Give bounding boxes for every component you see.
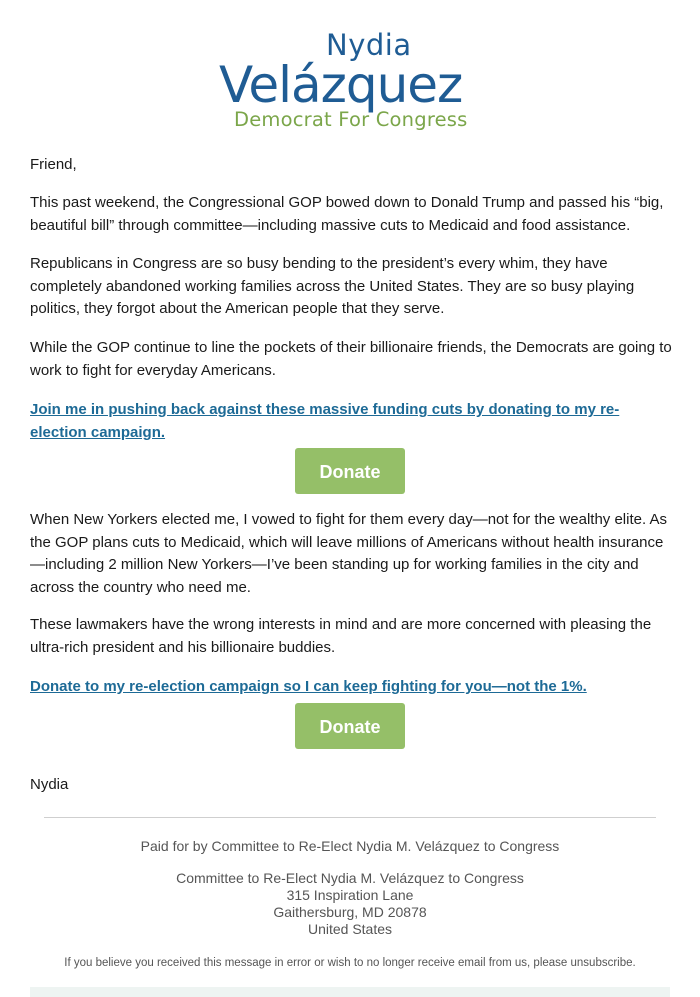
mailing-address: [0, 870, 700, 938]
address-country: United States: [307, 921, 393, 937]
donate-button-1[interactable]: Donate: [295, 448, 405, 494]
donate-link-1[interactable]: Join me in pushing back against these massive funding cuts by donating to my re-election campaign.: [30, 401, 620, 441]
logo-first-name: Nydia: [326, 28, 412, 62]
paragraph-3: While the GOP continue to line the pockets of their billionaire friends, the Democrats are going to work to fight for everyday Americans.: [30, 339, 672, 379]
greeting: Friend,: [30, 156, 77, 173]
unsubscribe-notice[interactable]: If you believe you received this message in error or wish to no longer receive email from us, please unsubscribe.: [64, 957, 636, 969]
logo-last-name: Velázquez: [219, 56, 463, 114]
paragraph-5: These lawmakers have the wrong interests in mind and are more concerned with pleasing the ultra-rich president and his billionaire buddies.: [30, 616, 652, 656]
paid-for-notice: Paid for by Committee to Re-Elect Nydia M. Velázquez to Congress: [140, 838, 560, 854]
address-city: Gaithersburg, MD 20878: [273, 904, 427, 920]
signature: Nydia: [30, 776, 69, 793]
donate-button-2[interactable]: Donate: [295, 703, 405, 749]
address-committee: Committee to Re-Elect Nydia M. Velázquez to Congress: [176, 870, 524, 886]
footer-divider: [44, 817, 656, 818]
logo-tagline: Democrat For Congress: [234, 108, 468, 131]
paragraph-2: Republicans in Congress are so busy bending to the president’s every whim, they have completely abandoned working families across the United States. They are so busy playing politics, they forgot about the American people that they serve.: [30, 255, 635, 317]
footer-band: [30, 987, 670, 997]
paragraph-4: When New Yorkers elected me, I vowed to fight for them every day—not for the wealthy elite. As the GOP plans cuts to Medicaid, which will leave millions of Americans without health insurance—including 2 million New Yorkers—I’ve been standing up for working families in the city and across the country who need me.: [30, 511, 667, 596]
address-street: 315 Inspiration Lane: [286, 887, 414, 903]
donate-link-2[interactable]: Donate to my re-election campaign so I can keep fighting for you—not the 1%.: [30, 678, 587, 695]
paragraph-1: This past weekend, the Congressional GOP bowed down to Donald Trump and passed his “big, beautiful bill” through committee—including massive cuts to Medicaid and food assistance.: [30, 194, 664, 234]
